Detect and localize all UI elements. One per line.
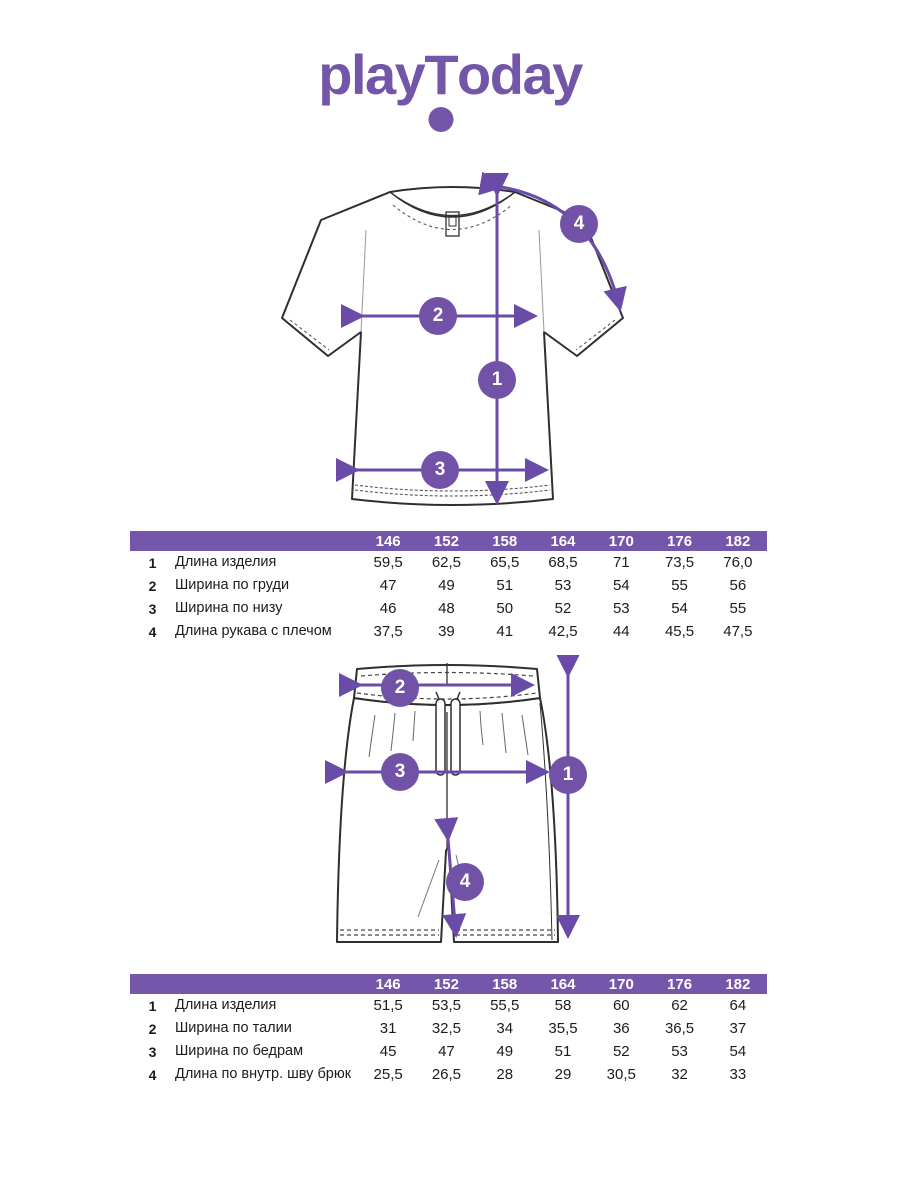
measurement-value: 52 bbox=[554, 600, 572, 617]
measurement-value: 58 bbox=[554, 997, 572, 1014]
measurement-value: 73,5 bbox=[664, 554, 695, 571]
shorts-measure-marker-4: 4 bbox=[446, 863, 484, 901]
size-table-row bbox=[130, 574, 767, 597]
tshirt-measure-marker-3: 3 bbox=[421, 451, 459, 489]
measurement-value: 49 bbox=[438, 577, 455, 594]
logo-dot-icon bbox=[428, 107, 453, 132]
measurement-value: 47 bbox=[438, 1043, 455, 1060]
measurement-value: 65,5 bbox=[490, 554, 520, 571]
logo-letter-t: T bbox=[424, 44, 457, 106]
measurement-value: 51,5 bbox=[373, 997, 403, 1014]
measurement-value: 68,5 bbox=[548, 554, 578, 571]
measurement-label: Длина рукава с плечом bbox=[175, 623, 332, 640]
size-column-header: 164 bbox=[550, 532, 576, 550]
size-column-header: 158 bbox=[492, 532, 518, 550]
size-table-row bbox=[130, 1017, 767, 1040]
measurement-label: Ширина по талии bbox=[175, 1020, 292, 1037]
measurement-value: 59,5 bbox=[373, 554, 403, 571]
measurement-value: 32 bbox=[671, 1066, 688, 1083]
brand-logo bbox=[0, 44, 900, 106]
measurement-value: 54 bbox=[612, 577, 630, 594]
measurement-value: 30,5 bbox=[606, 1066, 636, 1083]
tshirt-diagram bbox=[265, 168, 645, 520]
measurement-value: 47,5 bbox=[723, 623, 753, 640]
measurement-value: 53,5 bbox=[431, 997, 462, 1014]
measurement-value: 71 bbox=[612, 554, 630, 571]
measurement-value: 41 bbox=[496, 623, 514, 640]
shorts-diagram bbox=[290, 655, 590, 955]
shorts-drawing-svg bbox=[290, 655, 590, 955]
measurement-value: 53 bbox=[671, 1043, 688, 1060]
size-column-header: 158 bbox=[492, 975, 518, 993]
measurement-label: Длина по внутр. шву брюк bbox=[175, 1066, 352, 1083]
measurement-value: 48 bbox=[438, 600, 455, 617]
size-column-header: 146 bbox=[375, 975, 401, 993]
measurement-value: 51 bbox=[496, 577, 514, 594]
measurement-value: 26,5 bbox=[431, 1066, 462, 1083]
measurement-value: 53 bbox=[612, 600, 630, 617]
row-number: 2 bbox=[148, 1020, 157, 1037]
row-number: 3 bbox=[148, 600, 157, 617]
measurement-value: 55,5 bbox=[490, 997, 520, 1014]
size-table-row bbox=[130, 1063, 767, 1086]
row-number: 4 bbox=[148, 1066, 157, 1083]
measurement-value: 31 bbox=[379, 1020, 397, 1037]
tshirt-measure-marker-1: 1 bbox=[478, 361, 516, 399]
size-column-header: 152 bbox=[433, 975, 459, 993]
measurement-value: 53 bbox=[554, 577, 572, 594]
row-number: 3 bbox=[148, 1043, 157, 1060]
measurement-value: 60 bbox=[612, 997, 630, 1014]
measurement-label: Ширина по низу bbox=[175, 600, 283, 617]
measurement-value: 76,0 bbox=[723, 554, 753, 571]
measurement-value: 39 bbox=[438, 623, 455, 640]
logo-text-right: oday bbox=[457, 43, 582, 106]
measurement-value: 45,5 bbox=[664, 623, 695, 640]
measurement-value: 36 bbox=[612, 1020, 630, 1037]
measurement-value: 44 bbox=[612, 623, 630, 640]
size-column-header: 176 bbox=[667, 532, 693, 550]
measurement-value: 51 bbox=[554, 1043, 572, 1060]
measurement-label: Ширина по груди bbox=[175, 577, 290, 594]
measurement-value: 45 bbox=[379, 1043, 397, 1060]
size-table-header-row bbox=[130, 974, 767, 994]
shorts-size-table bbox=[130, 974, 767, 1086]
measurement-label: Ширина по бедрам bbox=[175, 1043, 304, 1060]
measurement-value: 35,5 bbox=[548, 1020, 578, 1037]
measurement-value: 47 bbox=[379, 577, 397, 594]
measurement-value: 54 bbox=[729, 1043, 747, 1060]
size-column-header: 164 bbox=[550, 975, 576, 993]
size-column-header: 146 bbox=[375, 532, 401, 550]
measurement-value: 25,5 bbox=[373, 1066, 403, 1083]
size-table-header-row bbox=[130, 531, 767, 551]
measurement-value: 33 bbox=[729, 1066, 747, 1083]
size-table-row bbox=[130, 1040, 767, 1063]
row-number: 1 bbox=[148, 554, 157, 571]
size-table-row bbox=[130, 597, 767, 620]
size-table-row bbox=[130, 994, 767, 1017]
measurement-value: 37 bbox=[729, 1020, 747, 1037]
shorts-measure-marker-3: 3 bbox=[381, 753, 419, 791]
measurement-value: 34 bbox=[496, 1020, 514, 1037]
measurement-value: 62,5 bbox=[431, 554, 462, 571]
measurement-value: 49 bbox=[496, 1043, 514, 1060]
measurement-value: 29 bbox=[554, 1066, 572, 1083]
size-column-header: 182 bbox=[725, 975, 751, 993]
measurement-label: Длина изделия bbox=[175, 554, 277, 571]
measurement-value: 55 bbox=[729, 600, 747, 617]
measurement-value: 42,5 bbox=[548, 623, 578, 640]
measurement-value: 55 bbox=[671, 577, 688, 594]
measurement-value: 28 bbox=[496, 1066, 514, 1083]
size-table-row bbox=[130, 551, 767, 574]
shorts-measure-marker-1: 1 bbox=[549, 756, 587, 794]
row-number: 2 bbox=[148, 577, 157, 594]
tshirt-size-table bbox=[130, 531, 767, 643]
measurement-value: 62 bbox=[671, 997, 688, 1014]
tshirt-measure-marker-4: 4 bbox=[560, 205, 598, 243]
size-column-header: 176 bbox=[667, 975, 693, 993]
measurement-value: 54 bbox=[671, 600, 688, 617]
measurement-value: 56 bbox=[729, 577, 747, 594]
measurement-value: 52 bbox=[612, 1043, 630, 1060]
logo-text-left: play bbox=[318, 43, 425, 106]
size-table-row bbox=[130, 620, 767, 643]
size-column-header: 182 bbox=[725, 532, 751, 550]
tshirt-measure-marker-2: 2 bbox=[419, 297, 457, 335]
shorts-measure-marker-2: 2 bbox=[381, 669, 419, 707]
measurement-value: 64 bbox=[729, 997, 747, 1014]
measurement-value: 36,5 bbox=[664, 1020, 695, 1037]
size-column-header: 152 bbox=[433, 532, 459, 550]
measurement-value: 37,5 bbox=[373, 623, 403, 640]
row-number: 4 bbox=[148, 623, 157, 640]
measurement-value: 46 bbox=[379, 600, 397, 617]
measurement-value: 32,5 bbox=[431, 1020, 462, 1037]
size-column-header: 170 bbox=[608, 532, 634, 550]
size-column-header: 170 bbox=[608, 975, 634, 993]
measurement-value: 50 bbox=[496, 600, 514, 617]
row-number: 1 bbox=[148, 997, 157, 1014]
measurement-label: Длина изделия bbox=[175, 997, 277, 1014]
